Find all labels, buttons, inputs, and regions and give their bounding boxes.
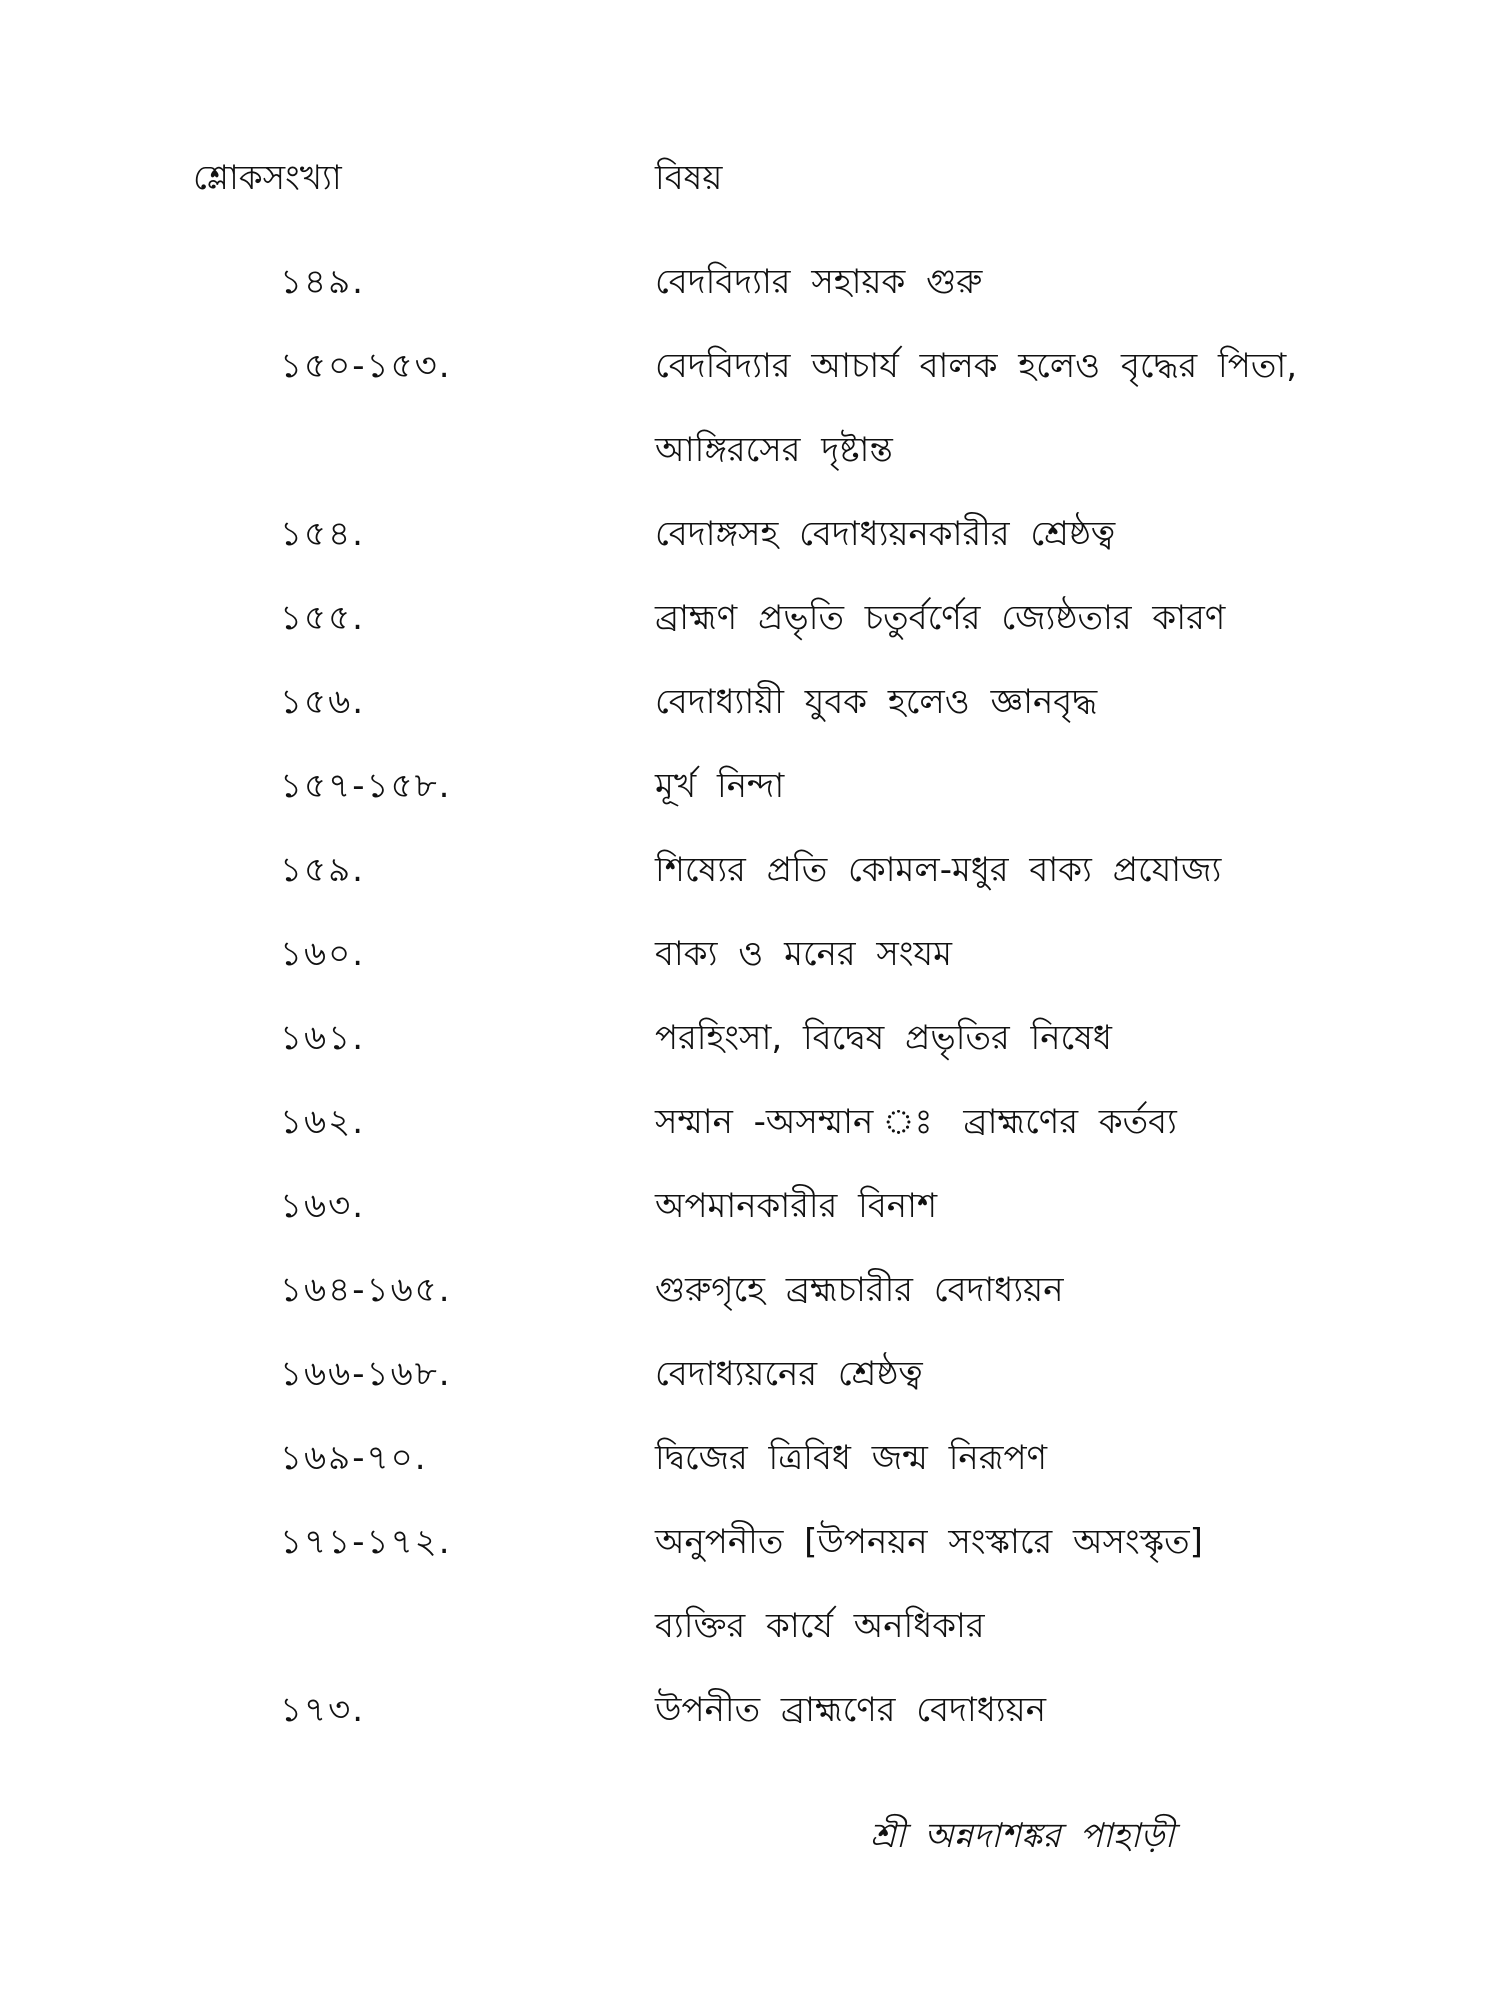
subject-text [655, 996, 1415, 1080]
subject-line: দ্বিজের ত্রিবিধ জন্ম নিরূপণ [655, 1438, 1048, 1478]
subject-line: অপমানকারীর বিনাশ [655, 1186, 938, 1226]
verse-number: ১৬৪-১৬৫. [280, 1270, 452, 1310]
list-item [0, 1500, 1500, 1668]
list-item [0, 660, 1500, 744]
verse-number: ১৫৬. [280, 682, 366, 722]
subject-text [655, 912, 1415, 996]
subject-text [655, 660, 1415, 744]
table-header [0, 152, 1500, 212]
subject-text [655, 1080, 1415, 1164]
subject-line: আঙ্গিরসের দৃষ্টান্ত [655, 430, 893, 470]
subject-text [655, 1164, 1415, 1248]
list-item [0, 744, 1500, 828]
verse-number: ১৫৪. [280, 514, 365, 554]
subject-text [655, 324, 1415, 492]
subject-text [655, 1248, 1415, 1332]
verse-number: ১৪৯. [280, 262, 365, 302]
verse-number: ১৫৭-১৫৮. [280, 766, 452, 806]
verse-number: ১৬০. [280, 934, 366, 974]
verse-number: ১৫৯. [280, 850, 365, 890]
list-item [0, 1164, 1500, 1248]
subject-line: গুরুগৃহে ব্রহ্মচারীর বেদাধ্যয়ন [655, 1270, 1064, 1310]
subject-line: বেদাধ্যয়নের শ্রেষ্ঠত্ব [655, 1354, 923, 1394]
subject-text [655, 744, 1415, 828]
list-item [0, 576, 1500, 660]
subject-text [655, 1332, 1415, 1416]
verse-number: ১৬২. [280, 1102, 366, 1142]
subject-line: অনুপনীত [উপনয়ন সংস্কারে অসংস্কৃত] [655, 1522, 1203, 1562]
subject-text [655, 1500, 1415, 1668]
subject-text [655, 240, 1415, 324]
subject-line: বেদবিদ্যার সহায়ক গুরু [655, 262, 983, 302]
subject-line: পরহিংসা, বিদ্বেষ প্রভৃতির নিষেধ [655, 1018, 1112, 1058]
subject-text [655, 1416, 1415, 1500]
subject-line: ব্যক্তির কার্যে অনধিকার [655, 1606, 985, 1646]
list-item [0, 240, 1500, 324]
subject-line: বেদবিদ্যার আচার্য বালক হলেও বৃদ্ধের পিতা, [655, 346, 1298, 386]
list-item [0, 1248, 1500, 1332]
author-signature: শ্রী অন্নদাশঙ্কর পাহাড়ী [870, 1816, 1175, 1856]
subject-line: উপনীত ব্রাহ্মণের বেদাধ্যয়ন [655, 1690, 1046, 1730]
subject-text [655, 1668, 1415, 1752]
subject-text [655, 828, 1415, 912]
list-item [0, 492, 1500, 576]
verse-number: ১৬৯-৭০. [280, 1438, 428, 1478]
subject-line: বাক্য ও মনের সংযম [655, 934, 952, 974]
verse-number: ১৫৫. [280, 598, 365, 638]
subject-text [655, 492, 1415, 576]
subject-text [655, 576, 1415, 660]
subject-line: মূর্খ নিন্দা [655, 766, 785, 806]
verse-number: ১৫০-১৫৩. [280, 346, 452, 386]
subject-line: বেদাঙ্গসহ বেদাধ্যয়নকারীর শ্রেষ্ঠত্ব [655, 514, 1116, 554]
list-item [0, 1080, 1500, 1164]
verse-number: ১৬১. [280, 1018, 366, 1058]
list-item [0, 912, 1500, 996]
subject-line: ব্রাহ্মণ প্রভৃতি চতুর্বর্ণের জ্যেষ্ঠতার কারণ [655, 598, 1226, 638]
list-item [0, 1416, 1500, 1500]
list-item [0, 1332, 1500, 1416]
subject-line: শিষ্যের প্রতি কোমল-মধুর বাক্য প্রযোজ্য [655, 850, 1222, 890]
verse-number: ১৭১-১৭২. [280, 1522, 452, 1562]
subject-line: বেদাধ্যায়ী যুবক হলেও জ্ঞানবৃদ্ধ [655, 682, 1098, 722]
list-item [0, 996, 1500, 1080]
verse-number: ১৭৩. [280, 1690, 366, 1730]
header-subject: বিষয় [655, 158, 723, 198]
verse-number: ১৬৬-১৬৮. [280, 1354, 452, 1394]
list-item [0, 1668, 1500, 1752]
header-verse-number: শ্লোকসংখ্যা [193, 158, 342, 198]
list-item [0, 324, 1500, 492]
subject-line: সম্মান -অসম্মান ঃ ব্রাহ্মণের কর্তব্য [655, 1102, 1177, 1142]
index-list [0, 240, 1500, 1752]
list-item [0, 828, 1500, 912]
verse-number: ১৬৩. [280, 1186, 366, 1226]
